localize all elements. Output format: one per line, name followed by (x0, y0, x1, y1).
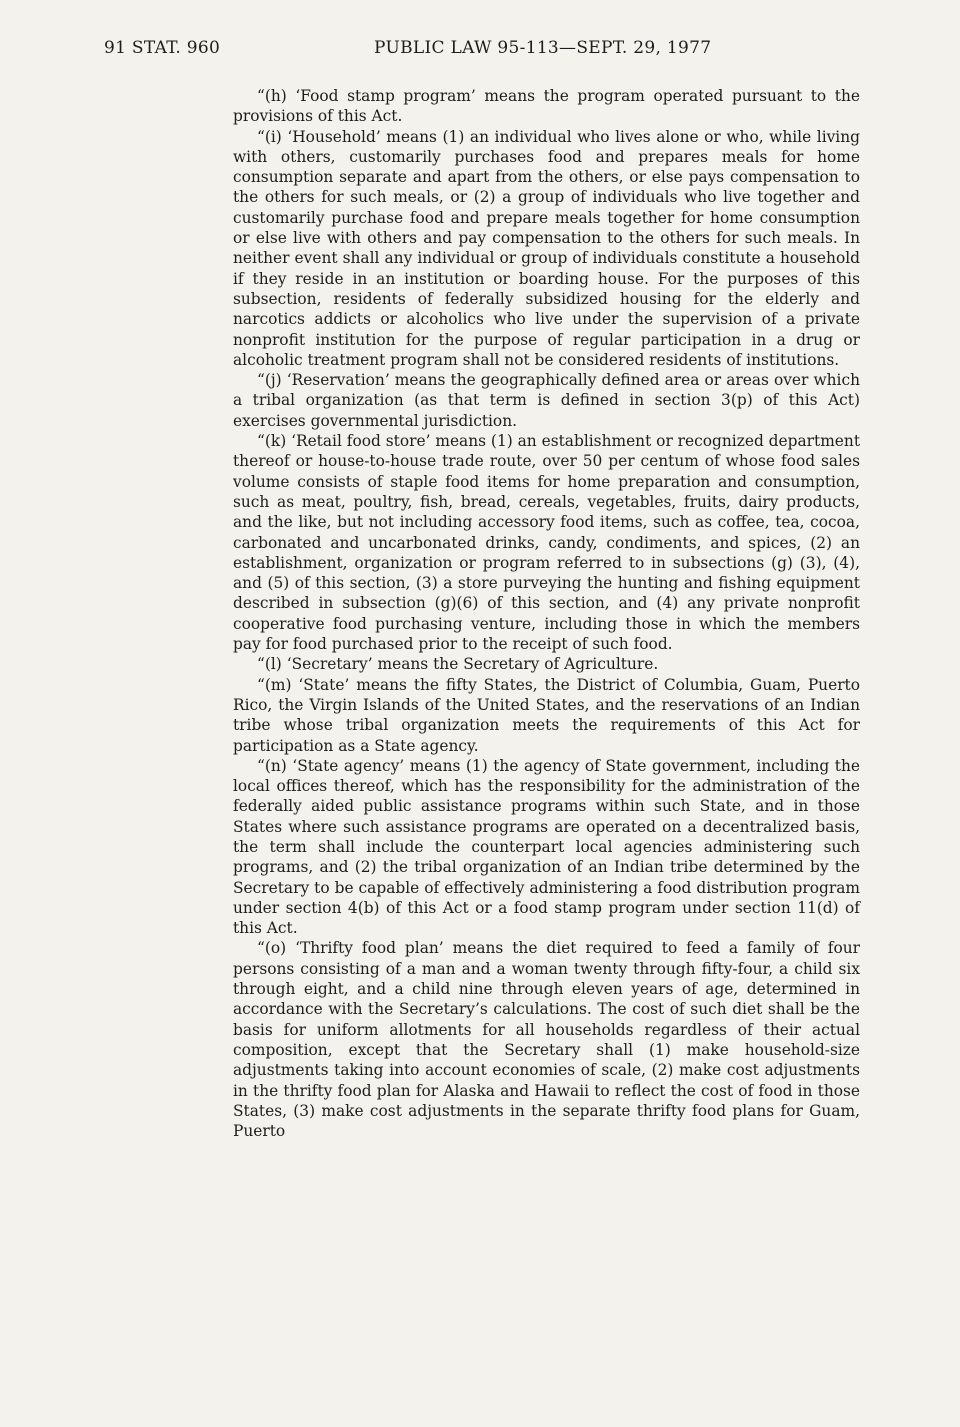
public-law-heading: PUBLIC LAW 95-113—SEPT. 29, 1977 (374, 38, 712, 58)
page-header (104, 38, 864, 62)
paragraph-o-thrifty-food-plan: “(o) ‘Thrifty food plan’ means the diet required to feed a family of four persons consisting of a man and a woman twenty through fifty-four, a child six through eight, and a child nine through eleven years of age, determined in accordance with the Secretary’s calculations. The cost of such diet shall be the basis for uniform allotments for all households regardless of their actual composition, except that the Secretary shall (1) make household-size adjustments taking into account economies of scale, (2) make cost adjustments in the thrifty food plan for Alaska and Hawaii to reflect the cost of food in those States, (3) make cost adjustments in the separate thrifty food plans for Guam, Puerto (233, 939, 860, 1141)
paragraph-h-food-stamp-program: “(h) ‘Food stamp program’ means the program operated pursuant to the provisions of this Act. (233, 87, 860, 126)
paragraph-m-state: “(m) ‘State’ means the fifty States, the District of Columbia, Guam, Puerto Rico, the Virgin Islands of the United States, and the reservations of an Indian tribe whose tribal organization meets the requirements of this Act for participation as a State agency. (233, 675, 860, 755)
paragraph-k-retail-food-store: “(k) ‘Retail food store’ means (1) an establishment or recognized department thereof or house-to-house trade route, over 50 per centum of whose food sales volume consists of staple food items for home preparation and consumption, such as meat, poultry, fish, bread, cereals, vegetables, fruits, dairy products, and the like, but not including accessory food items, such as coffee, tea, cocoa, carbonated and uncarbonated drinks, candy, condiments, and spices, (2) an establishment, organization or program referred to in subsections (g) (3), (4), and (5) of this section, (3) a store purveying the hunting and fishing equipment described in subsection (g)(6) of this section, and (4) any private nonprofit cooperative food purchasing venture, including those in which the members pay for food purchased prior to the receipt of such food. (233, 432, 861, 654)
paragraph-n-state-agency: “(n) ‘State agency’ means (1) the agency of State government, including the local offices thereof, which has the responsibility for the administration of the federally aided public assistance programs within such State, and in those States where such assistance programs are operated on a decentralized basis, the term shall include the counterpart local agencies administering such programs, and (2) the tribal organization of an Indian tribe determined by the Secretary to be capable of effectively administering a food distribution program under section 4(b) of this Act or a food stamp program under section 11(d) of this Act. (233, 756, 860, 938)
paragraph-l-secretary: “(l) ‘Secretary’ means the Secretary of Agriculture. (257, 655, 659, 674)
statute-text-column (233, 86, 860, 1141)
paragraph-j-reservation: “(j) ‘Reservation’ means the geographically defined area or areas over which a tribal organization (as that term is defined in section 3(p) of this Act) exercises governmental jurisdiction. (233, 371, 860, 430)
paragraph-i-household: “(i) ‘Household’ means (1) an individual who lives alone or who, while living with others, customarily purchases food and prepares meals for home consumption separate and apart from the others, or else pays compensation to the others for such meals, or (2) a group of individuals who live together and customarily purchase food and prepare meals together for home consumption or else live with others and pay compensation to the others for such meals. In neither event shall any individual or group of individuals constitute a household if they reside in an institution or boarding house. For the purposes of this subsection, residents of federally subsidized housing for the elderly and narcotics addicts or alcoholics who live under the supervision of a private nonprofit institution for the purpose of regular participation in a drug or alcoholic treatment program shall not be considered residents of institutions. (233, 127, 860, 369)
statute-page-number: 91 STAT. 960 (104, 38, 221, 58)
